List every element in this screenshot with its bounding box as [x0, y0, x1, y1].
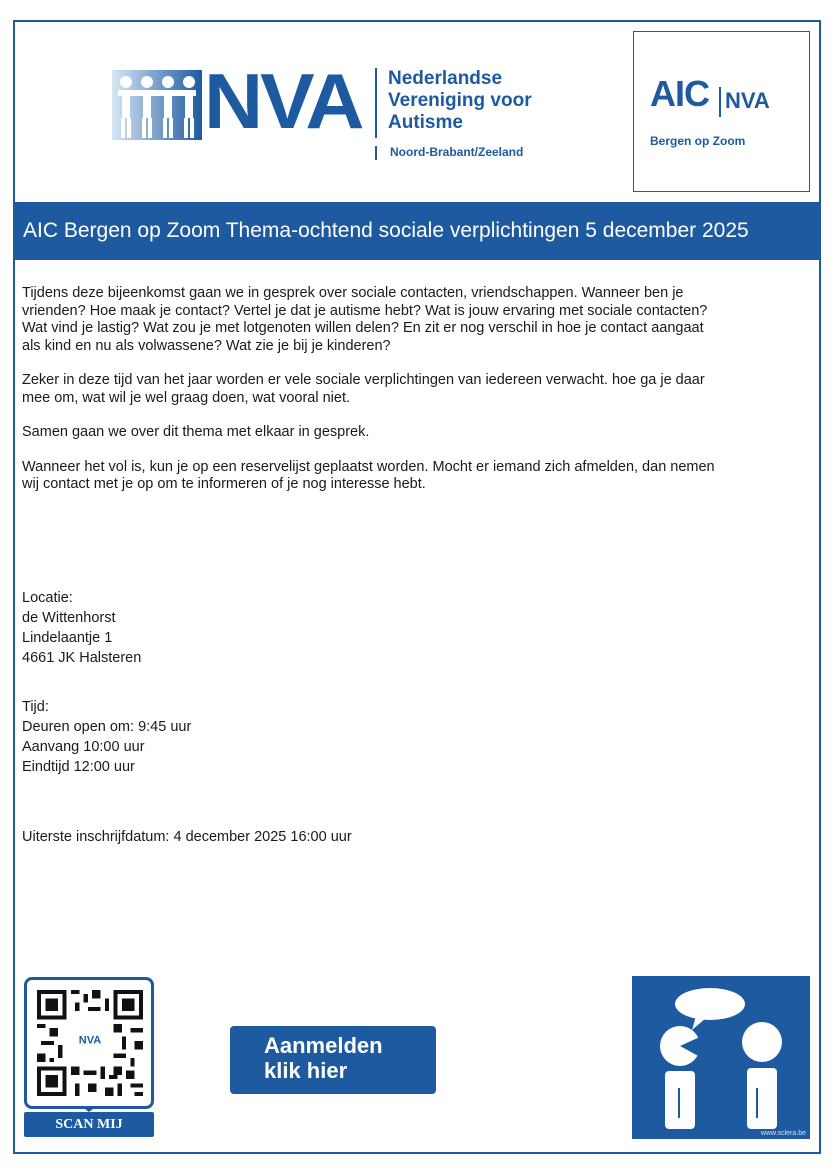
conversation-icon: [632, 976, 810, 1139]
title-banner: AIC Bergen op Zoom Thema-ochtend sociale verplichtingen 5 december 2025: [13, 202, 821, 260]
time-start: Aanvang 10:00 uur: [22, 739, 145, 755]
deadline-block: [22, 827, 352, 847]
org-name: [388, 68, 532, 134]
logo-divider: [375, 68, 377, 138]
register-button[interactable]: [230, 1026, 436, 1094]
org-name-line: Nederlandse: [388, 68, 503, 89]
paragraph: Zeker in deze tijd van het jaar worden er vele sociale verplichtingen van iedereen verwacht. hoe ga je daar mee om, wat wil je wel graag doen, wat vooral niet.: [22, 372, 705, 406]
qr-center-label: NVA: [78, 1034, 102, 1047]
people-icon: [112, 70, 202, 140]
aic-location: Bergen op Zoom: [650, 134, 746, 148]
qr-code-block[interactable]: [24, 977, 154, 1137]
nva-logo: [112, 57, 552, 166]
aic-divider: [719, 87, 721, 117]
time-label: Tijd:: [22, 699, 49, 715]
time-end: Eindtijd 12:00 uur: [22, 759, 135, 775]
aic-wordmark: AIC: [650, 73, 709, 114]
aic-nva-label: NVA: [725, 88, 770, 113]
conversation-pictogram: [632, 976, 810, 1139]
paragraph: Wanneer het vol is, kun je op een reservelijst geplaatst worden. Mocht er iemand zich afmelden, dan nemen wij contact met je op om te informeren of je nog interesse hebt.: [22, 458, 715, 492]
register-button-line: Aanmelden: [264, 1033, 383, 1058]
time-block: [22, 697, 191, 777]
region-divider: [375, 146, 377, 160]
pictogram-credit: www.sclera.be: [760, 1130, 806, 1137]
qr-frame: [24, 977, 154, 1109]
registration-deadline: Uiterste inschrijfdatum: 4 december 2025 16:00 uur: [22, 829, 352, 845]
register-button-line: klik hier: [264, 1058, 348, 1083]
location-city: 4661 JK Halsteren: [22, 650, 142, 666]
location-street: Lindelaantje 1: [22, 630, 113, 646]
location-label: Locatie:: [22, 590, 73, 606]
region-label: Noord-Brabant/Zeeland: [390, 145, 524, 159]
paragraph: Tijdens deze bijeenkomst gaan we in gesprek over sociale contacten, vriendschappen. Wanneer ben je vrienden? Hoe maak je contact? Vertel je dat je autisme hebt? Wat is jouw ervaring met sociale contacten? Wat vind je lastig? Wat zou je met lotgenoten willen delen? En zit er nog verschil in hoe je contact aangaat als kind en nu als volwassene? Wat zie je bij je kinderen?: [22, 285, 708, 354]
intro-text: [22, 285, 722, 511]
nva-wordmark: NVA: [204, 57, 362, 145]
aic-logo: [633, 31, 810, 192]
location-block: [22, 588, 141, 668]
time-doors: Deuren open om: 9:45 uur: [22, 719, 192, 735]
paragraph: Samen gaan we over dit thema met elkaar in gesprek.: [22, 424, 370, 440]
qr-code-icon[interactable]: [37, 990, 143, 1096]
location-name: de Wittenhorst: [22, 610, 116, 626]
scan-me-label: SCAN MIJ: [24, 1112, 154, 1137]
org-name-line: Vereniging voor: [388, 90, 532, 111]
org-name-line: Autisme: [388, 112, 463, 133]
